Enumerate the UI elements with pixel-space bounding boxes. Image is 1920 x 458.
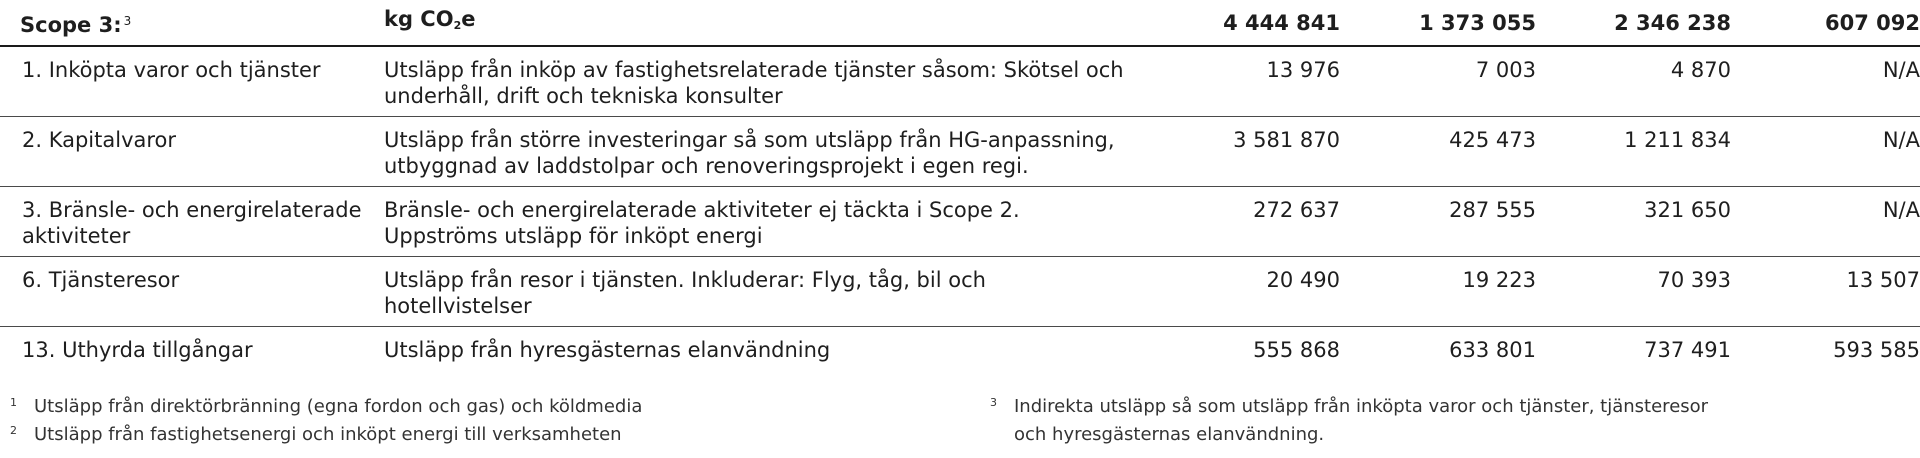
row-value: 737 491	[1644, 338, 1731, 362]
row-description: Bränsle- och energirelaterade aktiviteter ej täckta i Scope 2. Uppströms utsläpp för inköpt energi	[384, 187, 1150, 257]
row-description: Utsläpp från större investeringar så som utsläpp från HG-anpassning, utbyggnad av laddstolpar och renoveringsprojekt i egen regi.	[384, 117, 1150, 187]
row-value: N/A	[1731, 187, 1920, 257]
row-value: 70 393	[1536, 257, 1731, 327]
footnotes-left-column	[10, 393, 642, 449]
row-value: 4 870	[1536, 46, 1731, 117]
header-scope-label: Scope 3: $^3$	[0, 0, 384, 46]
row-value: 555 868	[1253, 338, 1340, 362]
table-row	[0, 327, 1920, 372]
row-value: 20 490	[1150, 257, 1340, 327]
table-row	[0, 187, 1920, 257]
header-total-3: 2 346 238	[1536, 0, 1731, 46]
row-description: Utsläpp från hyresgästernas elanvändning	[384, 338, 831, 362]
row-value: 3 581 870	[1150, 117, 1340, 187]
footnote-1	[10, 393, 642, 421]
row-value: 287 555	[1340, 187, 1536, 257]
header-total-1: 4 444 841	[1150, 0, 1340, 46]
row-description: Utsläpp från inköp av fastighetsrelaterade tjänster såsom: Skötsel och underhåll, drift och tekniska konsulter	[384, 46, 1150, 117]
row-value: 7 003	[1340, 46, 1536, 117]
header-total-2: 1 373 055	[1340, 0, 1536, 46]
header-total-4: 607 092	[1731, 0, 1920, 46]
row-value: 13 976	[1150, 46, 1340, 117]
footnotes-right-column	[990, 393, 1708, 449]
row-category: 6. Tjänsteresor	[0, 257, 384, 327]
row-description: Utsläpp från resor i tjänsten. Inkluderar: Flyg, tåg, bil och hotellvistelser	[384, 257, 1150, 327]
row-value: 1 211 834	[1536, 117, 1731, 187]
footnote-text: Utsläpp från direktörbränning (egna fordon och gas) och köldmedia	[34, 396, 643, 417]
row-category: 3. Bränsle- och energirelaterade aktiviteter	[0, 187, 384, 257]
row-value: 633 801	[1449, 338, 1536, 362]
footnote-3	[990, 393, 1708, 421]
footnote-text: Utsläpp från fastighetsenergi och inköpt energi till verksamheten	[34, 424, 622, 445]
row-value: N/A	[1731, 46, 1920, 117]
table-header-row	[0, 0, 1920, 46]
row-category: 13. Uthyrda tillgångar	[22, 338, 253, 362]
row-category: 1. Inköpta varor och tjänster	[0, 46, 384, 117]
row-value: 19 223	[1340, 257, 1536, 327]
row-value: 321 650	[1536, 187, 1731, 257]
table-row	[0, 257, 1920, 327]
row-value: 593 585	[1833, 338, 1920, 362]
header-unit: kg $CO_2e$	[384, 0, 1150, 46]
footnote-mark: 2	[10, 424, 17, 437]
row-value: N/A	[1731, 117, 1920, 187]
row-value: 425 473	[1340, 117, 1536, 187]
footnote-mark: 3	[990, 396, 997, 409]
row-value: 13 507	[1731, 257, 1920, 327]
footnote-3-continued	[990, 421, 1708, 449]
footnote-2	[10, 421, 642, 449]
footnote-text: Indirekta utsläpp så som utsläpp från inköpta varor och tjänster, tjänsteresor	[1014, 396, 1709, 417]
table-row	[0, 46, 1920, 117]
table-row	[0, 117, 1920, 187]
row-value: 272 637	[1150, 187, 1340, 257]
footnote-text: och hyresgästernas elanvändning.	[1014, 424, 1325, 445]
header-footnote-mark: 3	[123, 13, 132, 28]
row-category: 2. Kapitalvaror	[0, 117, 384, 187]
footnote-mark: 1	[10, 396, 17, 409]
